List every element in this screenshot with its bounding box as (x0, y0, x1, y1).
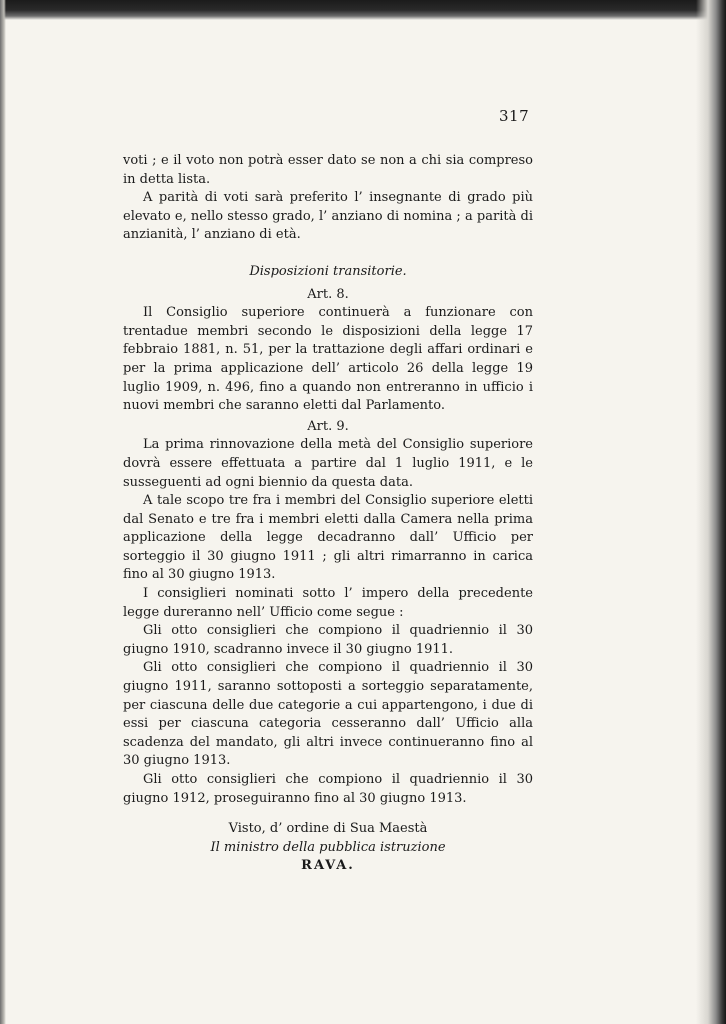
article-9-paragraph: Gli otto consiglieri che compiono il quadriennio il 30 giugno 1911, saranno sottoposti a sorteggio separatamente, per ciascuna delle due categorie a cui appartengono, i due di essi per ciascuna categoria cesseranno dall’ Ufficio alla scadenza del mandato, gli altri invece continueranno fino al 30 giugno 1913. (123, 660, 533, 769)
article-9-paragraph: I consiglieri nominati sotto l’ impero della precedente legge dureranno nell’ Ufficio come segue : (123, 586, 533, 620)
signature: RAVA. (301, 858, 355, 874)
scan-right-edge (696, 0, 726, 1024)
article-9-paragraph: Gli otto consiglieri che compiono il quadriennio il 30 giugno 1912, proseguiranno fino al 30 giugno 1913. (123, 772, 533, 806)
scan-top-edge (0, 0, 726, 20)
scan-left-edge (0, 0, 6, 1024)
closing-minister: Il ministro della pubblica istruzione (210, 839, 446, 855)
article-8-title: Art. 8. (307, 286, 349, 302)
page-number: 317 (499, 107, 530, 125)
body-text (123, 152, 533, 876)
article-9-paragraph: La prima rinnovazione della metà del Consiglio superiore dovrà essere effettuata a partire dal 1 luglio 1911, e le susseguenti ad ogni biennio da questa data. (123, 437, 533, 490)
section-heading: Disposizioni transitorie. (249, 263, 407, 279)
article-9-paragraph: Gli otto consiglieri che compiono il quadriennio il 30 giugno 1910, scadranno invece il 30 giugno 1911. (123, 623, 533, 657)
paragraph-continuation: voti ; e il voto non potrà esser dato se non a chi sia compreso in detta lista. (123, 153, 533, 187)
paragraph-parity: A parità di voti sarà preferito l’ insegnante di grado più elevato e, nello stesso grado, l’ anziano di nomina ; a parità di anzianità, l’ anziano di età. (123, 190, 533, 243)
article-9-paragraph: A tale scopo tre fra i membri del Consiglio superiore eletti dal Senato e tre fra i membri eletti dalla Camera nella prima applicazione della legge decadranno dall’ Ufficio per sorteggio il 30 giugno 1911 ; gli altri rimarranno in carica fino al 30 giugno 1913. (123, 493, 533, 583)
article-8-text: Il Consiglio superiore continuerà a funzionare con trentadue membri secondo le disposizioni della legge 17 febbraio 1881, n. 51, per la trattazione degli affari ordinari e per la prima applicazione dell’ articolo 26 della legge 19 luglio 1909, n. 496, fino a quando non entreranno in ufficio i nuovi membri che saranno eletti dal Parlamento. (123, 305, 533, 414)
closing-visto: Visto, d’ ordine di Sua Maestà (228, 821, 428, 837)
article-9-title: Art. 9. (307, 418, 349, 434)
